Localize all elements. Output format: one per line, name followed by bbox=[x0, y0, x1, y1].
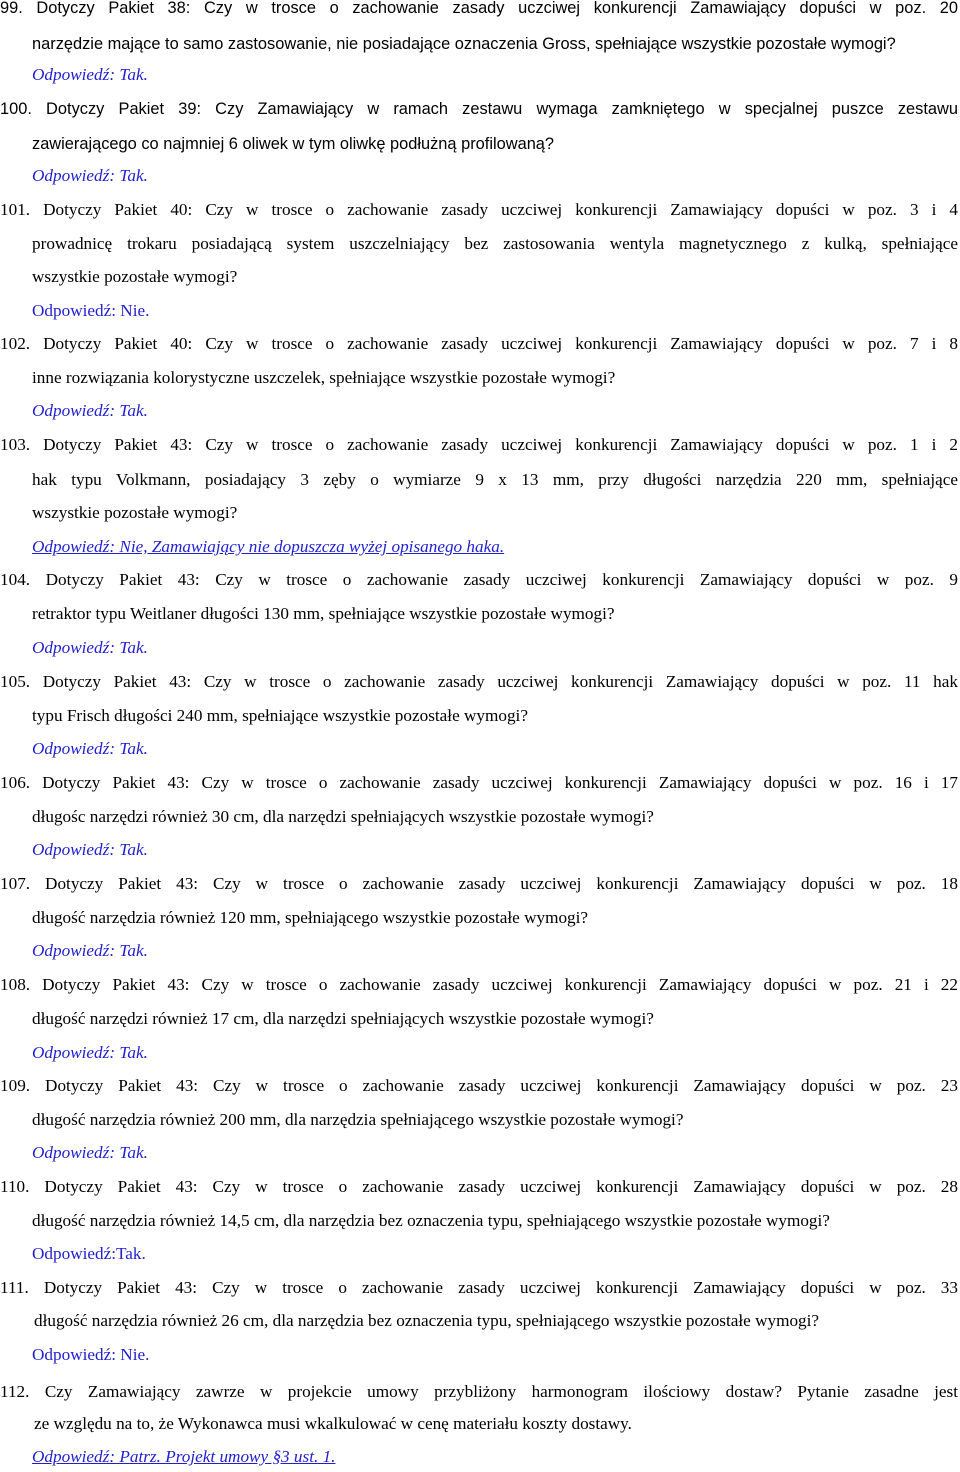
question-105-line-1: 105. Dotyczy Pakiet 43: Czy w trosce o zachowanie zasady uczciwej konkurencji Zamawiający dopuści w poz. 11 hak bbox=[0, 672, 958, 691]
question-112-line-2: ze względu na to, że Wykonawca musi wkalkulować w cenę materiału koszty dostawy. bbox=[34, 1414, 632, 1433]
question-104-line-1: 104. Dotyczy Pakiet 43: Czy w trosce o zachowanie zasady uczciwej konkurencji Zamawiający dopuści w poz. 9 bbox=[0, 570, 958, 589]
answer-109: Odpowiedź: Tak. bbox=[32, 1143, 148, 1162]
question-101-line-1: 101. Dotyczy Pakiet 40: Czy w trosce o zachowanie zasady uczciwej konkurencji Zamawiający dopuści w poz. 3 i 4 bbox=[0, 200, 958, 219]
question-99-line-2: narzędzie mające to samo zastosowanie, nie posiadające oznaczenia Gross, spełniające wszystkie pozostałe wymogi? bbox=[32, 35, 896, 53]
question-110-line-1: 110. Dotyczy Pakiet 43: Czy w trosce o zachowanie zasady uczciwej konkurencji Zamawiający dopuści w poz. 28 bbox=[0, 1177, 958, 1196]
answer-107: Odpowiedź: Tak. bbox=[32, 941, 148, 960]
answer-110: Odpowiedź:Tak. bbox=[32, 1244, 146, 1263]
answer-101: Odpowiedź: Nie. bbox=[32, 301, 150, 320]
question-111-line-1: 111. Dotyczy Pakiet 43: Czy w trosce o zachowanie zasady uczciwej konkurencji Zamawiający dopuści w poz. 33 bbox=[0, 1278, 958, 1297]
question-110-line-2: długość narzędzia również 14,5 cm, dla narzędzia bez oznaczenia typu, spełniającego wszystkie pozostałe wymogi? bbox=[32, 1211, 830, 1230]
question-104-line-2: retraktor typu Weitlaner długości 130 mm, spełniające wszystkie pozostałe wymogi? bbox=[32, 604, 615, 623]
question-102-line-1: 102. Dotyczy Pakiet 40: Czy w trosce o zachowanie zasady uczciwej konkurencji Zamawiający dopuści w poz. 7 i 8 bbox=[0, 334, 958, 353]
answer-103: Odpowiedź: Nie, Zamawiający nie dopuszcza wyżej opisanego haka. bbox=[32, 537, 505, 556]
answer-102: Odpowiedź: Tak. bbox=[32, 401, 148, 420]
answer-104: Odpowiedź: Tak. bbox=[32, 638, 148, 657]
question-105-line-2: typu Frisch długości 240 mm, spełniające wszystkie pozostałe wymogi? bbox=[32, 706, 528, 725]
question-101-line-2: prowadnicę trokaru posiadającą system uszczelniający bez zastosowania wentyla magnetycznego z kulką, spełniające bbox=[32, 234, 958, 253]
question-101-line-3: wszystkie pozostałe wymogi? bbox=[32, 267, 238, 286]
question-109-line-2: długość narzędzia również 200 mm, dla narzędzia spełniającego wszystkie pozostałe wymogi? bbox=[32, 1110, 684, 1129]
question-107-line-1: 107. Dotyczy Pakiet 43: Czy w trosce o zachowanie zasady uczciwej konkurencji Zamawiający dopuści w poz. 18 bbox=[0, 874, 958, 893]
question-106-line-2: długośc narzędzi również 30 cm, dla narzędzi spełniających wszystkie pozostałe wymogi? bbox=[32, 807, 654, 826]
question-111-line-2: długość narzędzia również 26 cm, dla narzędzia bez oznaczenia typu, spełniającego wszystkie pozostałe wymogi? bbox=[34, 1311, 820, 1330]
question-102-line-2: inne rozwiązania kolorystyczne uszczelek, spełniające wszystkie pozostałe wymogi? bbox=[32, 368, 616, 387]
answer-111: Odpowiedź: Nie. bbox=[32, 1345, 150, 1364]
answer-105: Odpowiedź: Tak. bbox=[32, 739, 148, 758]
question-109-line-1: 109. Dotyczy Pakiet 43: Czy w trosce o zachowanie zasady uczciwej konkurencji Zamawiający dopuści w poz. 23 bbox=[0, 1076, 958, 1095]
answer-106: Odpowiedź: Tak. bbox=[32, 840, 148, 859]
answer-108: Odpowiedź: Tak. bbox=[32, 1043, 148, 1062]
question-100-line-2: zawierającego co najmniej 6 oliwek w tym oliwkę podłużną profilowaną? bbox=[32, 135, 555, 153]
answer-112: Odpowiedź: Patrz. Projekt umowy §3 ust. 1. bbox=[32, 1447, 336, 1466]
question-112-line-1: 112. Czy Zamawiający zawrze w projekcie umowy przybliżony harmonogram ilościowy dostaw? Pytanie zasadne jest bbox=[0, 1382, 958, 1401]
question-103-line-3: wszystkie pozostałe wymogi? bbox=[32, 503, 238, 522]
question-103-line-1: 103. Dotyczy Pakiet 43: Czy w trosce o zachowanie zasady uczciwej konkurencji Zamawiający dopuści w poz. 1 i 2 bbox=[0, 435, 958, 454]
question-107-line-2: długość narzędzia również 120 mm, spełniającego wszystkie pozostałe wymogi? bbox=[32, 908, 589, 927]
question-106-line-1: 106. Dotyczy Pakiet 43: Czy w trosce o zachowanie zasady uczciwej konkurencji Zamawiający dopuści w poz. 16 i 17 bbox=[0, 773, 958, 792]
answer-100: Odpowiedź: Tak. bbox=[32, 166, 148, 185]
question-103-line-2: hak typu Volkmann, posiadający 3 zęby o wymiarze 9 x 13 mm, przy długości narzędzia 220 mm, spełniające bbox=[32, 470, 958, 489]
question-99-line-1: 99. Dotyczy Pakiet 38: Czy w trosce o zachowanie zasady uczciwej konkurencji Zamawiający dopuści w poz. 20 bbox=[0, 0, 958, 17]
answer-99: Odpowiedź: Tak. bbox=[32, 65, 148, 84]
question-108-line-1: 108. Dotyczy Pakiet 43: Czy w trosce o zachowanie zasady uczciwej konkurencji Zamawiający dopuści w poz. 21 i 22 bbox=[0, 975, 958, 994]
question-100-line-1: 100. Dotyczy Pakiet 39: Czy Zamawiający w ramach zestawu wymaga zamkniętego w specjalnej puszce zestawu bbox=[0, 100, 958, 118]
question-108-line-2: długość narzędzi również 17 cm, dla narzędzi spełniających wszystkie pozostałe wymogi? bbox=[32, 1009, 654, 1028]
